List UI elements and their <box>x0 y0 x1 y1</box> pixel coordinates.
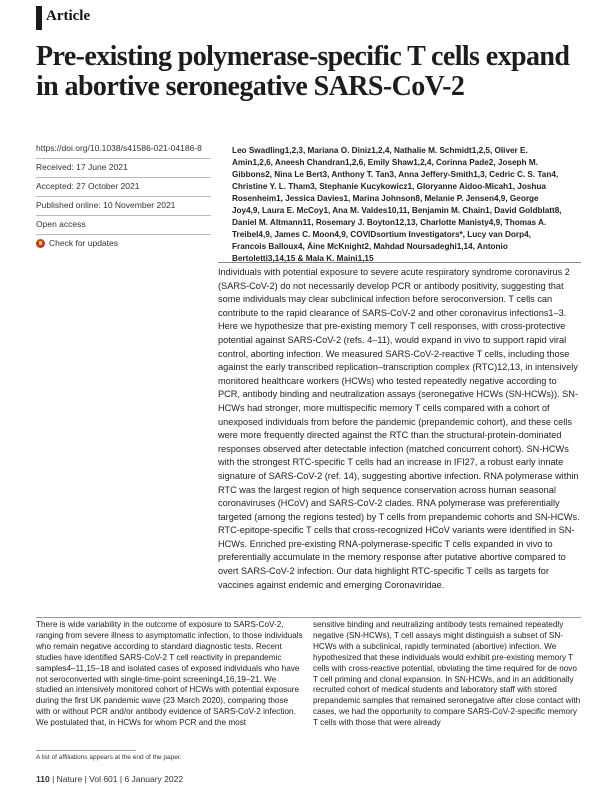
footer-sep: | <box>52 774 57 784</box>
check-updates-label: Check for updates <box>49 238 118 248</box>
body-column-2: sensitive binding and neutralizing antibody tests remained repeatedly negative (SN-HCWs), T cell assays might distinguish a subset of SN-HCWs with a subclinical, rapidly terminated (abortive) infection. We hypothesized that these individuals would exhibit pre-existing memory T cells with cross-reactive potential, obviating the time required for de novo T cell priming and clonal expansion. In SN-HCWs, and in an additionally recruited cohort of medical students and laboratory staff with stored prepandemic samples that remained seronegative after close contact with cases, we had the opportunity to compare SARS-CoV-2-specific memory T cells with those that were already <box>313 620 581 728</box>
body-divider <box>36 617 581 618</box>
affiliations-footnote: A list of affiliations appears at the end of the paper. <box>36 754 182 761</box>
doi-link[interactable]: https://doi.org/10.1038/s41586-021-04186-8 <box>36 140 211 159</box>
section-label: Article <box>46 8 91 24</box>
author-list: Leo Swadling1,2,3, Mariana O. Diniz1,2,4, Nathalie M. Schmidt1,2,5, Oliver E. Amin1,2,6, Aneesh Chandran1,2,6, Emily Shaw1,2,4, Corinna Pade2, Joseph M. Gibbons2, Nina Le Bert3, Anthony T. Tan3, Anna Jeffery-Smith1,3, Cedric C. S. Tan4, Christine Y. L. Tham3, Stephanie Kucykowicz1, Gloryanne Aidoo-Micah1, Joshua Rosenheim1, Jessica Davies1, Marina Johnson8, Melanie P. Jensen4,9, George Joy4,9, Laura E. McCoy1, Ana M. Valdes10,11, Benjamin M. Chain1, David Goldblatt8, Daniel M. Altmann11, Rosemary J. Boyton12,13, Charlotte Manisty4,9, Thomas A. Treibel4,9, James C. Moon4,9, COVIDsortium Investigators*, Lucy van Dorp4, Francois Balloux4, Áine McKnight2, Mahdad Noursadeghi1,14, Antonio Bertoletti3,14,15 & Mala K. Maini1,15 <box>232 146 562 263</box>
issue-date: 6 January 2022 <box>124 774 184 784</box>
accepted-date: Accepted: 27 October 2021 <box>36 178 211 197</box>
footer-sep: | <box>84 774 90 784</box>
section-bar <box>36 6 42 30</box>
published-date: Published online: 10 November 2021 <box>36 197 211 216</box>
check-updates-link[interactable] <box>36 235 211 253</box>
abstract-divider <box>218 262 581 263</box>
article-title: Pre-existing polymerase-specific T cells expand in abortive seronegative SARS-CoV-2 <box>36 41 570 102</box>
footer-sep: | <box>119 774 125 784</box>
open-access-label: Open access <box>36 216 211 235</box>
article-metadata <box>36 140 211 253</box>
footnote-divider <box>36 750 136 751</box>
journal-volume: Vol 601 <box>89 774 118 784</box>
journal-name: Nature <box>56 774 83 784</box>
received-date: Received: 17 June 2021 <box>36 159 211 178</box>
page-footer <box>36 774 183 784</box>
abstract: Individuals with potential exposure to severe acute respiratory syndrome coronavirus 2 (SARS-CoV-2) do not necessarily develop PCR or antibody positivity, suggesting that some individuals may clear subclinical infection before seroconversion. T cells can contribute to the rapid clearance of SARS-CoV-2 and other coronavirus infections1–3. Here we hypothesize that pre-existing memory T cell responses, with cross-protective potential against SARS-CoV-2 (refs. 4–11), would expand in vivo to support rapid viral control, aborting infection. We measured SARS-CoV-2-reactive T cells, including those against the early transcribed replication–transcription complex (RTC)12,13, in intensively monitored healthcare workers (HCWs) who tested repeatedly negative according to PCR, antibody binding and neutralization assays (seronegative HCWs (SN-HCWs)). SN-HCWs had stronger, more multispecific memory T cells compared with a cohort of unexposed individuals from before the pandemic (prepandemic cohort), and these cells were more frequently directed against the RTC than the structural-protein-dominated responses observed after detectable infection (matched concurrent cohort). SN-HCWs with the strongest RTC-specific T cells had an increase in IFI27, a robust early innate signature of SARS-CoV-2 (ref. 14), suggesting abortive infection. RNA polymerase within RTC was the largest region of high sequence conservation across human seasonal coronaviruses (HCoV) and SARS-CoV-2 clades. RNA polymerase was preferentially targeted (among the regions tested) by T cells from prepandemic cohorts and SN-HCWs. RTC-epitope-specific T cells that cross-recognized HCoV variants were identified in SN-HCWs. Enriched pre-existing RNA-polymerase-specific T cells expanded in vivo to preferentially accumulate in the memory response after putative abortive compared to overt SARS-CoV-2 infection. Our data highlight RTC-specific T cells as targets for vaccines against endemic and emerging Coronaviridae. <box>218 267 580 590</box>
body-column-1: There is wide variability in the outcome of exposure to SARS-CoV-2, ranging from severe illness to asymptomatic infection, to those individuals who remain negative according to standard diagnostic tests. Recent studies have identified SARS-CoV-2 T cell reactivity in prepandemic samples4–11,15–18 and isolated cases of exposed individuals who have not seroconverted with single-time-point screening4,16,19–21. We studied an intensively monitored cohort of HCWs with potential exposure during the first UK pandemic wave (23 March 2020), comparing those with or without PCR and/or antibody evidence of SARS-CoV-2 infection. We postulated that, in HCWs for whom PCR and the most <box>36 620 303 728</box>
page-number: 110 <box>36 774 50 784</box>
check-updates-icon <box>36 239 45 248</box>
